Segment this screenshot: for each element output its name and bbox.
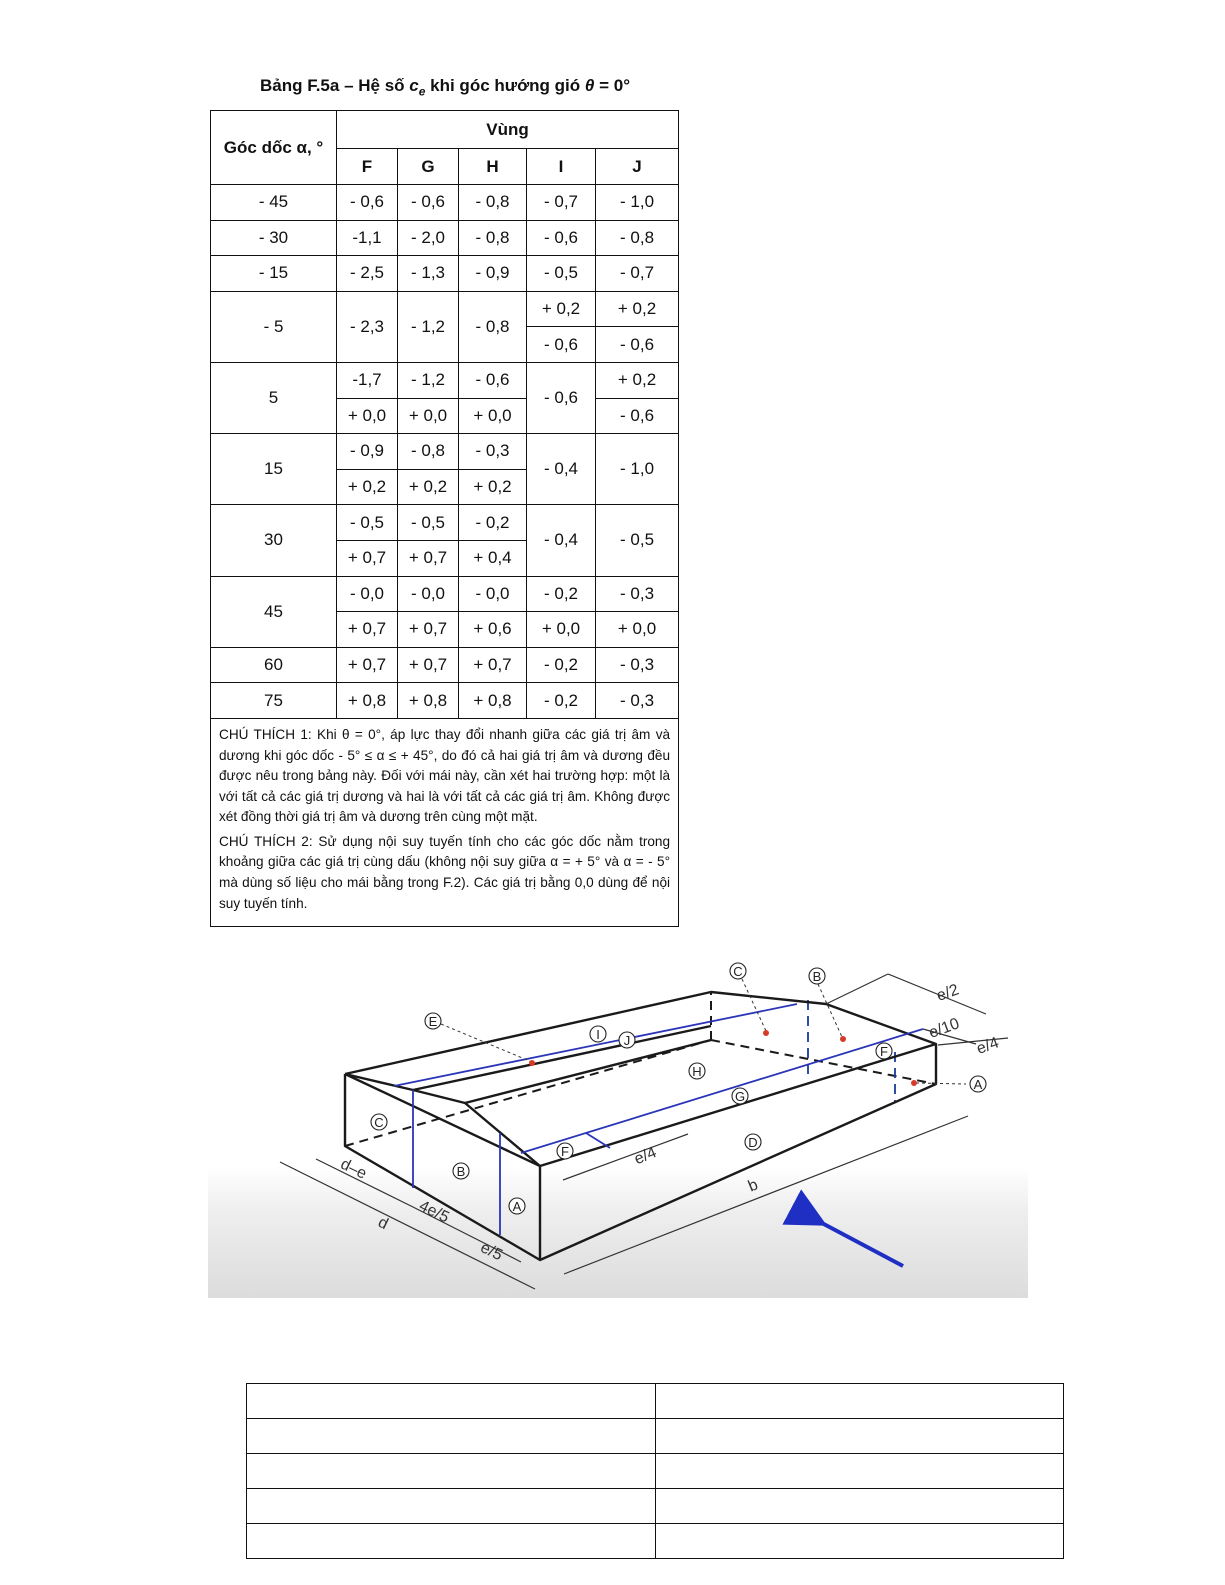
table-cell (247, 1454, 656, 1489)
value-cell: + 0,6 (459, 612, 527, 648)
table-cell (247, 1524, 656, 1559)
zone-label-i (590, 1026, 606, 1042)
value-cell: - 1,2 (398, 362, 459, 398)
zone-label-c-end (371, 1114, 387, 1130)
zone-h-header: H (459, 149, 527, 185)
dim-d: d (375, 1213, 391, 1234)
value-cell: + 0,7 (398, 540, 459, 576)
table-row (211, 647, 679, 683)
zone-label-f-back (876, 1043, 892, 1059)
table-row (211, 220, 679, 256)
table-row (247, 1524, 1064, 1559)
zone-f-header: F (337, 149, 398, 185)
value-cell: - 0,0 (459, 576, 527, 612)
table-row (211, 683, 679, 719)
value-cell: -1,7 (337, 362, 398, 398)
empty-table (246, 1383, 1064, 1559)
angle-cell: - 5 (211, 291, 337, 362)
value-cell: + 0,7 (337, 612, 398, 648)
zone-c-top-text: C (733, 964, 743, 979)
value-cell: - 0,7 (527, 185, 596, 221)
zone-g-header: G (398, 149, 459, 185)
diagram-background (208, 952, 1028, 1298)
zone-header: Vùng (337, 111, 679, 149)
note-1: CHÚ THÍCH 1: Khi θ = 0°, áp lực thay đổi nhanh giữa các giá trị âm và dương khi góc dốc - 5° ≤ α ≤ + 45°, do đó cả hai giá trị âm và dương đều được nêu trong bảng này. Đối với mái này, cần xét hai trường hợp: một là với tất cả các giá trị dương và hai là với tất cả các giá trị âm. Không được xét đồng thời giá trị âm và dương trên cùng một mặt. (219, 726, 671, 825)
value-cell: - 0,6 (596, 327, 679, 363)
dim-e-over-10: e/10 (926, 1015, 962, 1042)
table-cell (247, 1419, 656, 1454)
value-cell: + 0,8 (459, 683, 527, 719)
zone-i-text: I (596, 1027, 600, 1042)
value-cell: - 0,6 (398, 185, 459, 221)
table-row (247, 1454, 1064, 1489)
value-cell: - 0,4 (527, 434, 596, 505)
value-cell: - 0,5 (596, 505, 679, 576)
value-cell: + 0,8 (398, 683, 459, 719)
angle-cell: - 15 (211, 256, 337, 292)
value-cell: - 0,6 (527, 220, 596, 256)
value-cell: - 1,0 (596, 185, 679, 221)
zone-a-side-text: A (973, 1077, 983, 1092)
value-cell: + 0,7 (337, 647, 398, 683)
value-cell: - 0,8 (459, 185, 527, 221)
value-cell: - 0,6 (337, 185, 398, 221)
value-cell: - 0,2 (527, 683, 596, 719)
dim-e-over-5-front: e/5 (477, 1239, 506, 1265)
table-row (247, 1489, 1064, 1524)
value-cell: - 2,5 (337, 256, 398, 292)
zone-b-text: B (456, 1164, 466, 1179)
value-cell: + 0,7 (398, 612, 459, 648)
value-cell: - 0,5 (337, 505, 398, 541)
zone-label-j (619, 1032, 635, 1048)
value-cell: - 0,3 (596, 683, 679, 719)
table-row (211, 434, 679, 470)
value-cell: - 0,0 (337, 576, 398, 612)
zone-label-b-end (453, 1163, 469, 1179)
note-2: CHÚ THÍCH 2: Sử dụng nội suy tuyến tính cho các góc dốc nằm trong khoảng giữa các giá trị cùng dấu (không nội suy giữa α = + 5° và α = - 5° mà dùng số liệu cho mái bằng trong F.2). Các giá trị bằng 0,0 dùng để nội suy tuyến tính. (219, 833, 671, 911)
zone-j-text: J (623, 1033, 631, 1048)
zone-label-a-side (970, 1076, 986, 1092)
value-cell: - 0,6 (527, 327, 596, 363)
value-cell: - 0,9 (459, 256, 527, 292)
value-cell: + 0,2 (459, 469, 527, 505)
table-title: Bảng F.5a – Hệ số $c_e$ khi góc hướng gió θ = 0° (259, 76, 630, 99)
zone-d-text: D (748, 1135, 758, 1150)
zone-label-h (689, 1063, 705, 1079)
table-row (211, 185, 679, 221)
zone-label-b-top (809, 968, 825, 984)
value-cell: + 0,2 (337, 469, 398, 505)
zone-g-text: G (734, 1089, 746, 1104)
value-cell: + 0,7 (459, 647, 527, 683)
zone-f-text: F (561, 1144, 569, 1159)
angle-cell: - 45 (211, 185, 337, 221)
table-cell (247, 1489, 656, 1524)
value-cell: - 0,6 (459, 362, 527, 398)
value-cell: - 0,4 (527, 505, 596, 576)
zone-f-back-text: F (880, 1044, 888, 1059)
slope-angle-header: Góc dốc α, ° (211, 111, 337, 185)
zone-a-text: A (512, 1199, 522, 1214)
value-cell: - 0,5 (398, 505, 459, 541)
table-row (211, 505, 679, 541)
zone-b-top-text: B (812, 969, 822, 984)
value-cell: - 0,0 (398, 576, 459, 612)
building-zone-diagram (208, 952, 1028, 1298)
zone-label-g (732, 1088, 748, 1104)
value-cell: - 0,3 (596, 576, 679, 612)
dim-b: b (745, 1176, 761, 1196)
zone-label-f-front (557, 1143, 573, 1159)
value-cell: + 0,0 (459, 398, 527, 434)
dim-4e-over-5: 4e/5 (416, 1197, 452, 1227)
value-cell: + 0,4 (459, 540, 527, 576)
zone-label-d (745, 1134, 761, 1150)
table-row (247, 1419, 1064, 1454)
zone-c-text: C (374, 1115, 384, 1130)
angle-cell: 5 (211, 362, 337, 433)
value-cell: - 1,3 (398, 256, 459, 292)
table-cell (655, 1419, 1064, 1454)
value-cell: - 2,3 (337, 291, 398, 362)
value-cell: + 0,0 (337, 398, 398, 434)
dim-e-over-4-front: e/4 (632, 1144, 660, 1169)
value-cell: - 0,2 (459, 505, 527, 541)
coefficient-table (210, 110, 679, 927)
table-cell (655, 1454, 1064, 1489)
table-cell (655, 1384, 1064, 1419)
value-cell: + 0,2 (398, 469, 459, 505)
value-cell: - 0,2 (527, 647, 596, 683)
value-cell: - 0,5 (527, 256, 596, 292)
table-row (211, 256, 679, 292)
value-cell: - 0,6 (527, 362, 596, 433)
value-cell: - 0,3 (596, 647, 679, 683)
zone-i-header: I (527, 149, 596, 185)
dim-e-over-2: e/2 (934, 981, 962, 1005)
value-cell: - 1,0 (596, 434, 679, 505)
value-cell: - 0,8 (398, 434, 459, 470)
value-cell: + 0,2 (527, 291, 596, 327)
angle-cell: 15 (211, 434, 337, 505)
dim-e-over-4-back: e/4 (974, 1034, 1002, 1058)
value-cell: - 0,2 (527, 576, 596, 612)
value-cell: -1,1 (337, 220, 398, 256)
value-cell: - 2,0 (398, 220, 459, 256)
table-row (211, 362, 679, 398)
zone-label-e (425, 1013, 441, 1029)
dim-d-minus-e: d–e (337, 1155, 370, 1183)
zone-j-header: J (596, 149, 679, 185)
value-cell: - 0,7 (596, 256, 679, 292)
value-cell: + 0,7 (398, 647, 459, 683)
table-cell (655, 1489, 1064, 1524)
zone-e-text: E (428, 1014, 438, 1029)
table-cell (655, 1524, 1064, 1559)
value-cell: + 0,0 (527, 612, 596, 648)
zone-h-text: H (692, 1064, 702, 1079)
angle-cell: 60 (211, 647, 337, 683)
value-cell: - 0,8 (459, 220, 527, 256)
value-cell: - 1,2 (398, 291, 459, 362)
table-row (211, 291, 679, 327)
table-notes (211, 718, 679, 926)
value-cell: + 0,2 (596, 362, 679, 398)
value-cell: - 0,6 (596, 398, 679, 434)
table-cell (247, 1384, 656, 1419)
value-cell: + 0,2 (596, 291, 679, 327)
angle-cell: 30 (211, 505, 337, 576)
value-cell: - 0,8 (596, 220, 679, 256)
zone-label-c-top (730, 963, 746, 979)
angle-cell: 75 (211, 683, 337, 719)
value-cell: + 0,0 (596, 612, 679, 648)
value-cell: - 0,8 (459, 291, 527, 362)
angle-cell: 45 (211, 576, 337, 647)
value-cell: - 0,3 (459, 434, 527, 470)
angle-cell: - 30 (211, 220, 337, 256)
value-cell: + 0,7 (337, 540, 398, 576)
table-row (247, 1384, 1064, 1419)
value-cell: - 0,9 (337, 434, 398, 470)
value-cell: + 0,0 (398, 398, 459, 434)
zone-label-a-end (509, 1198, 525, 1214)
table-row (211, 576, 679, 612)
value-cell: + 0,8 (337, 683, 398, 719)
